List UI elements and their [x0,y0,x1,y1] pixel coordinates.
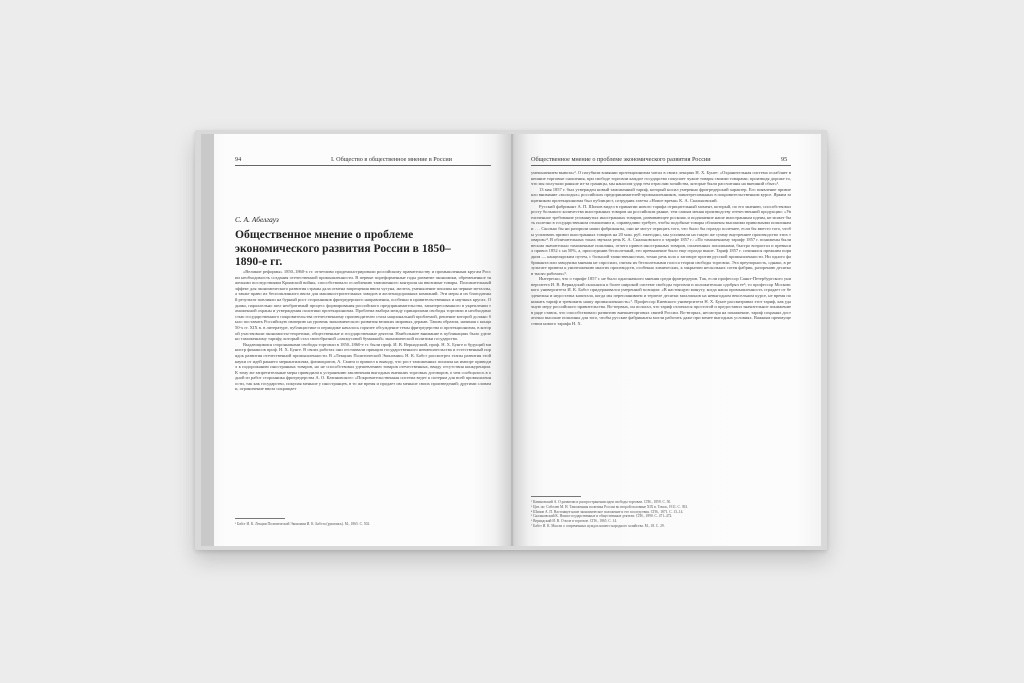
left-body-text [235,269,491,507]
paragraph: 13 мая 1857 г. был утвержден новый таможенный тариф, который носил умеренно фритредерский характер. Его появление привлекло внимание «молодых» российских предпринимателей-промышленников, заинтересованных в покровительственном курсе. Ярким защитником протекционизма был публицист, сотрудник газеты «Новое время» К. А. Скальковский. [531,186,791,203]
paragraph: Русский фабрикант А. П. Шипов видел в принятии нового тарифа отрицательный момент, который, по его мнению, способствовал росту большого количества иностранных товаров на российском рынке, тем самым меняя производству отечественной продукции: «Увеличенное требование упомянутых иностранных товаров, развивающее роскошь и подчинение наше иностранным идеям, не может быть полезно в государственном отношении и, справедливо требует, чтобы подобные товары обложены высокими привозными пошлинами . . . Сколько бы ни разорили наши фабриканты, они не могут отрицать того, что было бы гораздо полезнее, если бы вместо того, чтобы усиливать привоз иностранных товаров на 20 млн. руб. ежегодно, мы усиливали на такую же сумму внутреннее производство этих товаров»⁴. В обличительных тонах звучала речь К. А. Скальковского о тарифе 1857 г.: «По таможенному тарифу 1857 г. понижены были весьма значительно таможенные пошлины, отчего привоз иностранных товаров, оплаченных пошлинами, быстро возрастал и превысил привоз 1852 г. на 50%, а, присоединив бесполезный, это превышение было еще гораздо выше. Тариф 1857 г. сочинялся прежним порядком — канцелярским путем, с большой таинственностью, точно речь шла о заговоре против русской промышленности. Ни одного фабриканта или заводчика мнения не спросили, считая их бесполезными голоса теории свободы торговли. Эта преупорность, однако, в результате привела к уничтожению многих производств, особенно химических, к закрытию нескольких сотен фабрик, разорению десятков тысяч рабочих»⁵. [531,203,791,276]
right-running-header: Общественное мнение о проблеме экономического развития России [531,156,711,163]
left-page-number: 94 [235,156,242,163]
footnote: ³ Цит. по: Соболев М. Н. Таможенная политика России во второй половине XIX в. Томск, 1911. С. 392. [531,504,689,509]
left-footnote-rule [235,518,285,519]
right-body-text [531,170,791,488]
right-footnote-rule [531,496,581,497]
left-page [201,134,511,546]
right-header-rule [531,165,791,166]
paragraph: Интересно, что о тарифе 1857 г. не было однозначного мнения среди фритредеров. Так, если профессор Санкт-Петербургского университета И. В. Вернадский склонялся к более широкой системе свободы торговли и положительно одобрял ее⁶, то профессор Московского университета И. К. Бабст придерживался умеренной позиции: «В настоящую минуту, когда наша промышленность страдает от безденежья и недостатка капитала, когда мы перепланиваем и терпеле десятки миллионов на невыгодном вексельном курсе, не время понижать тариф и тревожить нашу промышленность»⁷. Профессор Киевского университета Н. Х. Бунге рассматривал этот тариф, как удачную меру российского правительства. Во-первых, он полагал, что тариф отличался простотой и предоставил значительное понижение в ряде ставок, что способствовало развитию внешнеторговых связей России. Во-вторых, несмотря на понижение, тариф сохранял достаточно высокие пошлины для того, чтобы русские фабриканты могли работать даже при менее выгодных условиях. Важным преимуществом нового тарифа Н. Х. [531,276,791,327]
footnote: ⁴ Шипов А. П. Настоящее наше экономическое положение и его последствия. СПб., 1871. С. 13–14. [531,509,684,514]
footnote: ⁵ Скальковский К. Наши государственные и общественные деятели. СПб., 1890. С. 471–472. [531,514,673,519]
footnote: ¹ Бабст И. К. Лекции Политической Экономии И. К. Бабста (рукопись). М., 1865. С. 502. [235,522,371,526]
paragraph: «Великие реформы» 1850–1860-х гг. отчетливо продемонстрировали российскому правительству и промышленным кругам России необходимость создания отечественной промышленности. В первые пореформенные годы развитие экономики, обремененное тяжелыми последствиями Крымской войны, способствовало ослаблению таможенного контроля на ввозимые товары. Положительный эффект для экономического развития страны дала отмена запрещения ввоза чугуна, железа, уменьшение пошлин на черные металлы, а также право их беспошлинного ввоза для машиностроительных заводов и железнодорожных компаний. Эти меры и их благодатный результат повлияли на бурный рост сторонников фритредерского направления, особенно в правительственных и научных кругах. Однако, параллельно шел необратимый процесс формирования российского предпринимательства, заинтересованного в укреплении таможенной охраны и утверждения политики протекционизма. Проблема выбора между принципами свободы торговли и необходимостью государственного покровительства отечественному производителю стала национальной проблемой, решение которой должно было поставить Российскую империю на уровень экономического развития великих мировых держав. Таким образом, начиная с конца 50-х гг. XIX в. в литературе, публицистике и периодике началось горячее обсуждение темы фритредерства и протекционизма, в которой участвовали экономисты-теоретики, общественные и государственные деятели. Наибольшее внимание в публикациях было уделено таможенному тарифу, который стал своеобразной «лакмусовой бумажкой» экономической политики государства. [235,269,491,342]
right-page [513,134,821,546]
left-running-header: I. Общество в общественное мнение в России [331,156,452,163]
open-book [195,130,827,550]
paragraph: Выдающимися сторонниками свободы торговли в 1850–1860-е гг. были проф. И. В. Вернадский, проф. Н. Х. Бунге и будущий министр финансов проф. Н. Х. Бунге. В своих работах они отстаивали принцип государственного невмешательства и естественный порядок развития отечественной промышленности. В «Лекциях Политической Экономии» Н. К. Бабст рассмотрел этапы развития этой науки от идей раннего меркантилизма, физиократов, А. Смита и пришел к выводу, что рост таможенных пошлин на импорт приводил к подорожанию иностранных товаров, но не способствовал удешевлению товаров отечественных, ввиду отсутствия конкуренции. К тому же запретительные меры приводили к устранению заключения выгодных внешних торговых договоров, о чем сообщалось в одной из работ сторонника фритредерства А. О. Казиновского: «Покровительственная система ведет к потерям для всей промышленности, так как государство, покупая меньше у иностранцев, в то же время и продает им меньше своих произведений; другими словами, ограничение ввоза сокращает [235,341,491,392]
right-footnotes [531,500,791,529]
left-header-rule [235,165,491,166]
footnote: ⁶ Вернадский И. В. О воле в торговле. СПб., 1865. С. 14. [531,519,618,524]
article-author: С. А. Абелгауз [235,215,279,224]
footnote: ² Казиновский А. О развитии и распространении идеи свободы торговли. СПб., 1859. С. 50. [531,500,672,504]
article-title: Общественное мнение о проблеме экономического развития России в 1850–1890-е гг. [235,228,451,269]
left-footnotes [235,522,491,527]
right-page-number: 95 [781,156,788,163]
paragraph: уменьшением вывоза»². О пагубном влиянии протекционизма читал в своих лекциях Н. Х. Бунге: «Охранительная система ослабляет внешние торговые сношения, при свободе торговли каждое государство покупает чужие товары своими товарами; производя дороже то, что мы получали раньше из-за границы, мы наносим удар тем отраслям хозяйства, которые были рассчитаны на внешний сбыт»³. [531,170,791,187]
footnote: ⁷ Бабст И. К. Мысли о современных нуждах нашего народного хозяйства. М., 18. С. 29. [531,523,665,528]
page-edge-bar [201,134,214,546]
